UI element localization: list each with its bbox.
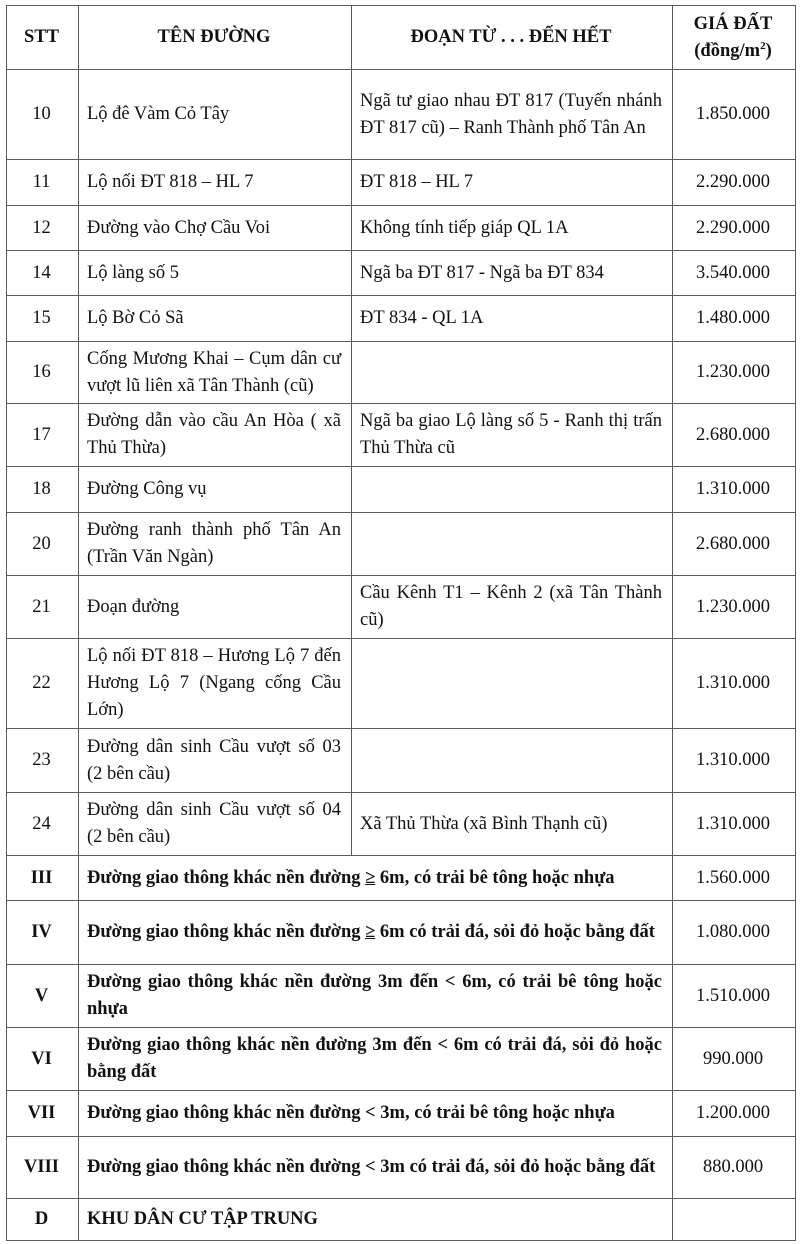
table-row bbox=[7, 342, 796, 404]
group-row bbox=[7, 1028, 796, 1091]
cell-stt: 21 bbox=[7, 576, 79, 639]
table-body bbox=[7, 70, 796, 1241]
cell-segment: Xã Thủ Thừa (xã Bình Thạnh cũ) bbox=[352, 793, 673, 856]
cell-group-description bbox=[79, 1199, 673, 1241]
cell-group-price: 1.510.000 bbox=[673, 965, 796, 1028]
cell-price: 1.310.000 bbox=[673, 639, 796, 729]
table-row bbox=[7, 404, 796, 467]
table-row bbox=[7, 467, 796, 513]
group-text-after: 6m có trải đá, sỏi đỏ hoặc bằng đất bbox=[375, 922, 655, 942]
table-row bbox=[7, 513, 796, 576]
cell-street-name: Đường ranh thành phố Tân An (Trần Văn Ngàn) bbox=[79, 513, 352, 576]
cell-stt: 24 bbox=[7, 793, 79, 856]
cell-price: 2.680.000 bbox=[673, 404, 796, 467]
cell-street-name: Đoạn đường bbox=[79, 576, 352, 639]
cell-group-stt: D bbox=[7, 1199, 79, 1241]
cell-street-name: Lộ đê Vàm Cỏ Tây bbox=[79, 70, 352, 160]
cell-stt: 16 bbox=[7, 342, 79, 404]
cell-segment: Ngã ba ĐT 817 - Ngã ba ĐT 834 bbox=[352, 251, 673, 296]
cell-stt: 18 bbox=[7, 467, 79, 513]
group-text-before: Đường giao thông khác nền đường < 3m có trải đá, sỏi đỏ hoặc bằng đất bbox=[87, 1157, 656, 1177]
cell-price: 3.540.000 bbox=[673, 251, 796, 296]
cell-segment bbox=[352, 342, 673, 404]
cell-group-price: 990.000 bbox=[673, 1028, 796, 1091]
cell-price: 1.310.000 bbox=[673, 729, 796, 793]
table-row bbox=[7, 160, 796, 206]
cell-group-stt: VI bbox=[7, 1028, 79, 1091]
table-row bbox=[7, 251, 796, 296]
table-row bbox=[7, 70, 796, 160]
header-price-unit-text: (đồng/m bbox=[694, 40, 761, 61]
cell-group-price: 880.000 bbox=[673, 1137, 796, 1199]
cell-price: 1.310.000 bbox=[673, 467, 796, 513]
cell-stt: 22 bbox=[7, 639, 79, 729]
cell-group-description bbox=[79, 1028, 673, 1091]
cell-group-price: 1.200.000 bbox=[673, 1091, 796, 1137]
table-row bbox=[7, 639, 796, 729]
cell-street-name: Đường dân sinh Cầu vượt số 04 (2 bên cầu) bbox=[79, 793, 352, 856]
cell-group-stt: VII bbox=[7, 1091, 79, 1137]
cell-stt: 15 bbox=[7, 296, 79, 342]
group-row bbox=[7, 1199, 796, 1241]
cell-segment bbox=[352, 467, 673, 513]
cell-segment bbox=[352, 513, 673, 576]
cell-stt: 23 bbox=[7, 729, 79, 793]
cell-segment: Cầu Kênh T1 – Kênh 2 (xã Tân Thành cũ) bbox=[352, 576, 673, 639]
cell-stt: 20 bbox=[7, 513, 79, 576]
cell-segment: Ngã ba giao Lộ làng số 5 - Ranh thị trấn Thủ Thừa cũ bbox=[352, 404, 673, 467]
cell-price: 2.290.000 bbox=[673, 160, 796, 206]
table-row bbox=[7, 793, 796, 856]
group-text-before: Đường giao thông khác nền đường 3m đến < 6m có trải đá, sỏi đỏ hoặc bằng đất bbox=[87, 1035, 662, 1082]
group-text-before: Đường giao thông khác nền đường bbox=[87, 922, 366, 942]
group-text-before: KHU DÂN CƯ TẬP TRUNG bbox=[87, 1209, 318, 1229]
header-price-unit bbox=[694, 41, 771, 61]
cell-street-name: Lộ nối ĐT 818 – Hương Lộ 7 đến Hương Lộ 7 (Ngang cống Cầu Lớn) bbox=[79, 639, 352, 729]
group-text-before: Đường giao thông khác nền đường < 3m, có trải bê tông hoặc nhựa bbox=[87, 1103, 615, 1123]
group-symbol: ≥ bbox=[365, 867, 376, 888]
cell-segment bbox=[352, 729, 673, 793]
group-text-after: 6m, có trải bê tông hoặc nhựa bbox=[375, 867, 615, 888]
cell-group-stt: IV bbox=[7, 901, 79, 965]
group-row bbox=[7, 856, 796, 901]
cell-stt: 10 bbox=[7, 70, 79, 160]
header-segment: ĐOẠN TỪ . . . ĐẾN HẾT bbox=[352, 6, 673, 70]
cell-street-name: Đường Công vụ bbox=[79, 467, 352, 513]
header-price-unit-close: ) bbox=[765, 40, 772, 61]
cell-segment bbox=[352, 639, 673, 729]
cell-group-price bbox=[673, 1199, 796, 1241]
cell-price: 2.680.000 bbox=[673, 513, 796, 576]
cell-segment: Ngã tư giao nhau ĐT 817 (Tuyến nhánh ĐT 817 cũ) – Ranh Thành phố Tân An bbox=[352, 70, 673, 160]
cell-stt: 12 bbox=[7, 206, 79, 251]
group-text-before: Đường giao thông khác nền đường 3m đến < 6m, có trải bê tông hoặc nhựa bbox=[87, 972, 662, 1019]
cell-group-stt: III bbox=[7, 856, 79, 901]
cell-group-description bbox=[79, 856, 673, 901]
cell-price: 1.850.000 bbox=[673, 70, 796, 160]
cell-street-name: Lộ Bờ Cỏ Sã bbox=[79, 296, 352, 342]
group-text-before: Đường giao thông khác nền đường bbox=[87, 867, 366, 888]
cell-price: 1.230.000 bbox=[673, 576, 796, 639]
land-price-table bbox=[6, 5, 796, 1241]
cell-group-description bbox=[79, 901, 673, 965]
table-row bbox=[7, 206, 796, 251]
table-row bbox=[7, 296, 796, 342]
group-symbol: ≥ bbox=[365, 922, 376, 942]
table-row bbox=[7, 729, 796, 793]
group-row bbox=[7, 1137, 796, 1199]
cell-street-name: Đường vào Chợ Cầu Voi bbox=[79, 206, 352, 251]
cell-street-name: Đường dẫn vào cầu An Hòa ( xã Thủ Thừa) bbox=[79, 404, 352, 467]
cell-group-stt: VIII bbox=[7, 1137, 79, 1199]
cell-group-price: 1.560.000 bbox=[673, 856, 796, 901]
cell-street-name: Đường dân sinh Cầu vượt số 03 (2 bên cầu) bbox=[79, 729, 352, 793]
cell-segment: Không tính tiếp giáp QL 1A bbox=[352, 206, 673, 251]
group-row bbox=[7, 1091, 796, 1137]
cell-segment: ĐT 834 - QL 1A bbox=[352, 296, 673, 342]
header-price-unit-sup: 2 bbox=[760, 39, 766, 52]
cell-street-name: Lộ nối ĐT 818 – HL 7 bbox=[79, 160, 352, 206]
header-land-price bbox=[673, 6, 796, 70]
cell-price: 1.230.000 bbox=[673, 342, 796, 404]
group-row bbox=[7, 965, 796, 1028]
cell-street-name: Cống Mương Khai – Cụm dân cư vượt lũ liên xã Tân Thành (cũ) bbox=[79, 342, 352, 404]
cell-segment: ĐT 818 – HL 7 bbox=[352, 160, 673, 206]
cell-price: 1.310.000 bbox=[673, 793, 796, 856]
cell-price: 2.290.000 bbox=[673, 206, 796, 251]
group-row bbox=[7, 901, 796, 965]
table-row bbox=[7, 576, 796, 639]
cell-stt: 17 bbox=[7, 404, 79, 467]
cell-group-description bbox=[79, 1091, 673, 1137]
cell-group-stt: V bbox=[7, 965, 79, 1028]
cell-group-description bbox=[79, 1137, 673, 1199]
cell-group-price: 1.080.000 bbox=[673, 901, 796, 965]
header-stt: STT bbox=[7, 6, 79, 70]
cell-price: 1.480.000 bbox=[673, 296, 796, 342]
cell-stt: 14 bbox=[7, 251, 79, 296]
cell-group-description bbox=[79, 965, 673, 1028]
header-street-name: TÊN ĐƯỜNG bbox=[79, 6, 352, 70]
cell-street-name: Lộ làng số 5 bbox=[79, 251, 352, 296]
cell-stt: 11 bbox=[7, 160, 79, 206]
header-row bbox=[7, 6, 796, 70]
header-price-line1: GIÁ ĐẤT bbox=[693, 13, 773, 34]
